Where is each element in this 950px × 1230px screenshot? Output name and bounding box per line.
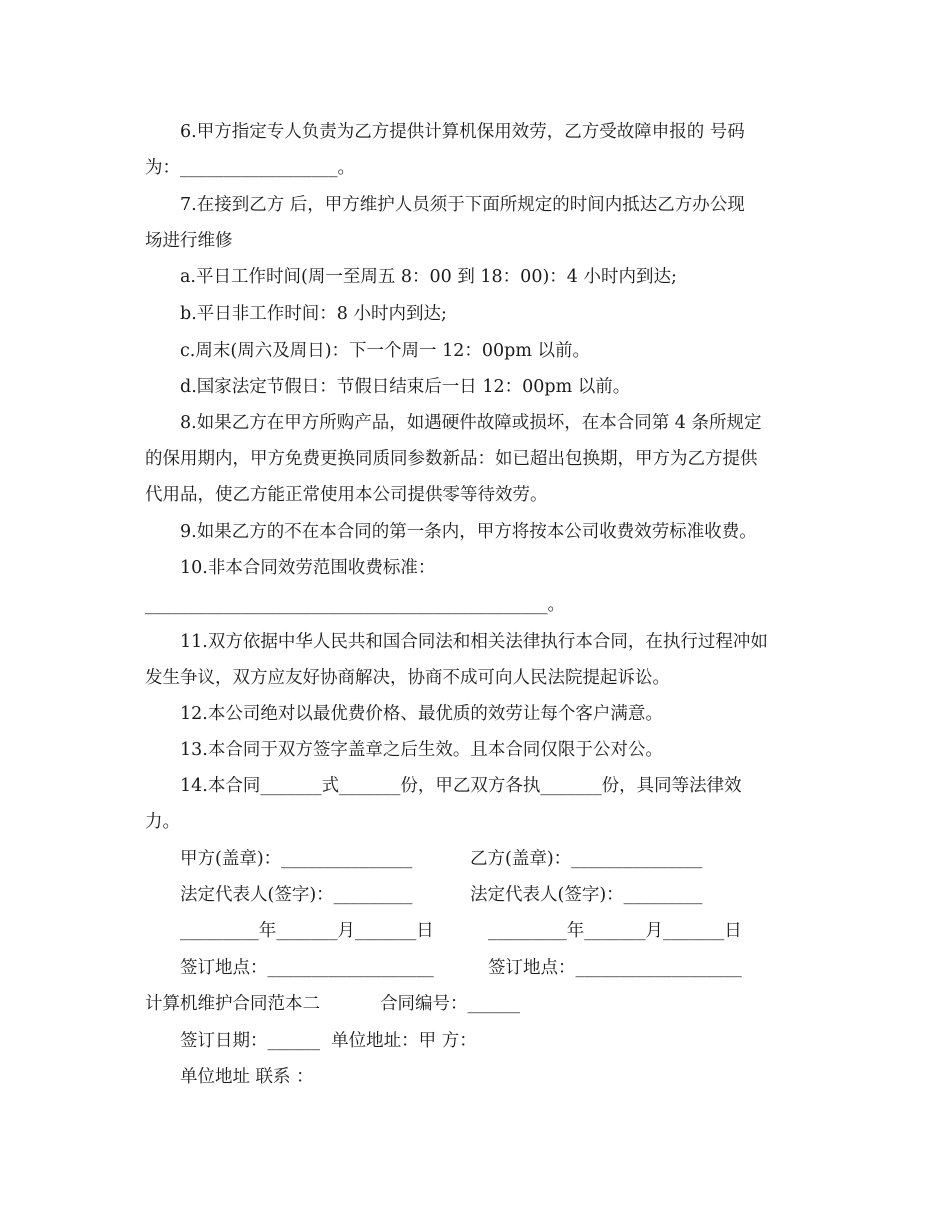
clause-7b: b.平日非工作时间：8 小时内到达;: [180, 304, 447, 324]
clause-14-line-1: 14.本合同_______式_______份，甲乙双方各执_______份，具同等法律效: [180, 776, 742, 796]
template-2-heading: [145, 992, 520, 1016]
clause-7c: c.周末(周六及周日)：下一个周一 12：00pm 以前。: [180, 341, 590, 361]
clause-6-line-2: 为：__________________。: [145, 158, 355, 178]
party-b-date: _________年_______月_______日: [488, 921, 742, 941]
party-a-seal: 甲方(盖章)：_______________: [180, 849, 413, 869]
template-2-sign-row: [180, 1029, 477, 1053]
clause-7a: a.平日工作时间(周一至周五 8：00 到 18：00)：4 小时内到达;: [180, 267, 677, 287]
clause-11-line-1: 11.双方依据中华人民共和国合同法和相关法律执行本合同，在执行过程冲如: [180, 632, 768, 652]
template-2-title: 计算机维护合同范本二: [145, 994, 320, 1014]
clause-6-line-1: 6.甲方指定专人负责为乙方提供计算机保用效劳，乙方受故障申报的 号码: [180, 122, 745, 142]
party-b-representative: 法定代表人(签字)：_________: [470, 885, 703, 905]
sign-date: 签订日期：______: [180, 1031, 320, 1051]
clause-10-line-2: ______________________________________________。: [145, 595, 565, 615]
clause-8-line-3: 代用品，使乙方能正常使用本公司提供零等待效劳。: [145, 485, 548, 505]
party-b-seal: 乙方(盖章)：_______________: [470, 849, 703, 869]
clause-7-line-2: 场进行维修: [145, 231, 233, 251]
clause-8-line-1: 8.如果乙方在甲方所购产品，如遇硬件故障或损坏，在本合同第 4 条所规定: [180, 413, 762, 433]
clause-9: 9.如果乙方的不在本合同的第一条内，甲方将按本公司收费效劳标准收费。: [180, 522, 757, 542]
clause-7d: d.国家法定节假日：节假日结束后一日 12：00pm 以前。: [180, 377, 631, 397]
party-b-sign-place: 签订地点：___________________: [488, 958, 742, 978]
clause-11-line-2: 发生争议，双方应友好协商解决，协商不成可向人民法院提起诉讼。: [145, 668, 670, 688]
clause-8-line-2: 的保用期内，甲方免费更换同质同参数新品：如已超出包换期，甲方为乙方提供: [145, 449, 758, 469]
contract-number: 合同编号：______: [380, 994, 520, 1014]
clause-7-line-1: 7.在接到乙方 后，甲方维护人员须于下面所规定的时间内抵达乙方办公现: [180, 195, 745, 215]
unit-address-contact: 单位地址 联系 ：: [180, 1067, 314, 1087]
party-a-representative: 法定代表人(签字)：_________: [180, 885, 413, 905]
party-a-sign-place: 签订地点：___________________: [180, 958, 434, 978]
unit-address-party-a: 单位地址：甲 方：: [331, 1031, 477, 1051]
party-a-date: _________年_______月_______日: [180, 921, 434, 941]
clause-10-line-1: 10.非本合同效劳范围收费标准：: [180, 558, 436, 578]
clause-12: 12.本公司绝对以最优费价格、最优质的效劳让每个客户满意。: [180, 704, 663, 724]
clause-14-line-2: 力。: [145, 812, 180, 832]
clause-13: 13.本合同于双方签字盖章之后生效。且本合同仅限于公对公。: [180, 740, 663, 760]
